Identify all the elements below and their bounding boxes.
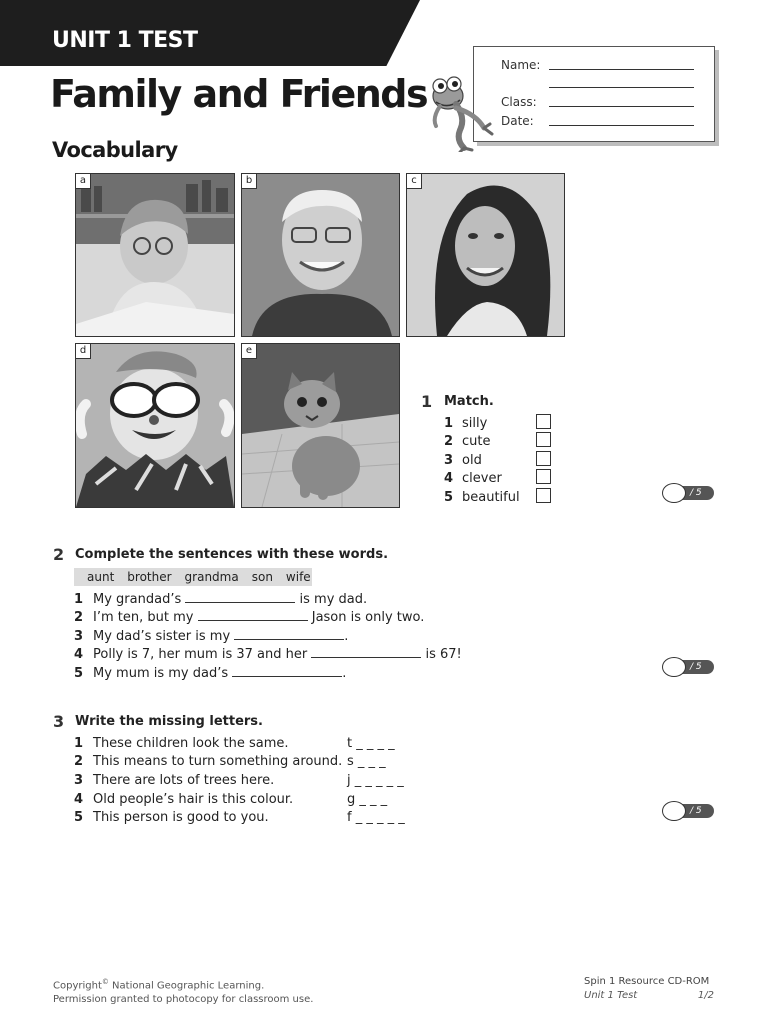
ex3-item-number: 1 — [74, 736, 84, 751]
ex1-item-word: clever — [462, 471, 502, 486]
date-line[interactable] — [549, 125, 694, 126]
ex2-text-before: My grandad’s — [93, 592, 182, 607]
ex2-text-before: My mum is my dad’s — [93, 666, 229, 681]
ex2-item-number: 4 — [74, 647, 84, 662]
ex1-score-pill[interactable] — [662, 483, 714, 503]
word-bank-word: wife — [285, 570, 311, 584]
ex3-item-number: 4 — [74, 792, 84, 807]
word-bank-word: brother — [127, 570, 172, 584]
photo-b-old-man — [241, 173, 400, 337]
ex1-item-number: 3 — [444, 453, 454, 468]
ex1-answer-box-4[interactable] — [536, 469, 551, 484]
footer-copyright — [53, 975, 313, 1007]
ex3-clue: This means to turn something around. — [93, 754, 343, 769]
unit-label: UNIT 1 TEST — [52, 28, 198, 53]
photo-c-letter: c — [407, 174, 422, 189]
ex1-item-number: 4 — [444, 471, 454, 486]
photo-c-young-woman — [406, 173, 565, 337]
word-bank-word: aunt — [87, 570, 115, 584]
photo-a-boy-reading — [75, 173, 235, 337]
photo-a-letter: a — [76, 174, 91, 189]
copyright-owner: National Geographic Learning. — [108, 980, 265, 992]
ex3-item-number: 2 — [74, 754, 84, 769]
word-bank — [74, 568, 312, 586]
ex2-sentence-3 — [93, 629, 348, 644]
ex1-item-number: 1 — [444, 416, 454, 431]
ex2-blank-4[interactable] — [311, 657, 421, 658]
ex2-sentence-5 — [93, 666, 346, 681]
exercise-1-title: Match. — [444, 394, 494, 409]
ex2-blank-3[interactable] — [234, 639, 344, 640]
ex2-item-number: 1 — [74, 592, 84, 607]
ex2-score-pill[interactable] — [662, 657, 714, 677]
ex3-item-number: 5 — [74, 810, 84, 825]
frog-mascot-icon — [426, 68, 502, 152]
ex3-score-label: / 5 — [690, 806, 702, 816]
ex1-answer-box-1[interactable] — [536, 414, 551, 429]
ex3-score-pill[interactable] — [662, 801, 714, 821]
ex1-item-word: silly — [462, 416, 488, 431]
name-label: Name: — [501, 58, 541, 72]
student-info-box — [473, 46, 715, 142]
exercise-2-title: Complete the sentences with these words. — [75, 547, 389, 562]
ex1-score-label: / 5 — [690, 488, 702, 498]
section-heading: Vocabulary — [52, 138, 178, 162]
ex2-sentence-1 — [93, 592, 367, 607]
exercise-2-number: 2 — [53, 545, 65, 564]
test-name: Unit 1 Test — [584, 990, 638, 1001]
ex2-text-before: Polly is 7, her mum is 37 and her — [93, 647, 308, 662]
name-line-2[interactable] — [549, 87, 694, 88]
photo-e-kitten — [241, 343, 400, 508]
ex1-item-word: beautiful — [462, 490, 520, 505]
ex1-item-number: 5 — [444, 490, 454, 505]
ex1-item-word: cute — [462, 434, 491, 449]
permission-text: Permission granted to photocopy for classroom use. — [53, 994, 314, 1006]
ex3-answer-2[interactable]: s _ _ _ — [347, 754, 386, 769]
ex2-sentence-4 — [93, 647, 462, 662]
photo-e-letter: e — [242, 344, 257, 359]
ex2-text-after: is my dad. — [299, 592, 368, 607]
ex2-text-after: Jason is only two. — [311, 610, 425, 625]
ex3-answer-4[interactable]: g _ _ _ — [347, 792, 388, 807]
photo-d-clown — [75, 343, 235, 508]
copyright-text: Copyright — [53, 980, 102, 992]
ex2-blank-2[interactable] — [198, 620, 308, 621]
ex1-answer-box-5[interactable] — [536, 488, 551, 503]
footer-product — [584, 975, 714, 1003]
ex3-answer-3[interactable]: j _ _ _ _ _ — [347, 773, 404, 788]
ex2-item-number: 2 — [74, 610, 84, 625]
ex1-item-word: old — [462, 453, 482, 468]
ex3-clue: There are lots of trees here. — [93, 773, 275, 788]
photo-d-letter: d — [76, 344, 91, 359]
ex2-text-before: I’m ten, but my — [93, 610, 194, 625]
ex3-item-number: 3 — [74, 773, 84, 788]
ex2-text-after: . — [342, 666, 347, 681]
word-bank-word: son — [251, 570, 273, 584]
ex3-answer-1[interactable]: t _ _ _ _ — [347, 736, 395, 751]
ex1-item-number: 2 — [444, 434, 454, 449]
page-title: Family and Friends — [50, 72, 428, 116]
product-name: Spin 1 Resource CD-ROM — [584, 976, 710, 987]
ex2-blank-5[interactable] — [232, 676, 342, 677]
photo-b-letter: b — [242, 174, 257, 189]
ex1-answer-box-2[interactable] — [536, 432, 551, 447]
copyright-symbol: © — [101, 978, 109, 986]
ex2-item-number: 3 — [74, 629, 84, 644]
ex2-text-after: is 67! — [425, 647, 462, 662]
exercise-3-number: 3 — [53, 712, 65, 731]
ex3-answer-5[interactable]: f _ _ _ _ _ — [347, 810, 405, 825]
exercise-1-number: 1 — [421, 392, 433, 411]
exercise-3-title: Write the missing letters. — [75, 714, 263, 729]
ex2-text-after: . — [344, 629, 349, 644]
name-line-1[interactable] — [549, 69, 694, 70]
ex2-blank-1[interactable] — [185, 602, 295, 603]
ex3-clue: Old people’s hair is this colour. — [93, 792, 294, 807]
ex3-clue: This person is good to you. — [93, 810, 269, 825]
ex2-item-number: 5 — [74, 666, 84, 681]
ex1-answer-box-3[interactable] — [536, 451, 551, 466]
class-line[interactable] — [549, 106, 694, 107]
ex2-text-before: My dad’s sister is my — [93, 629, 231, 644]
page-number: 1/2 — [697, 990, 714, 1001]
word-bank-word: grandma — [184, 570, 239, 584]
ex3-clue: These children look the same. — [93, 736, 289, 751]
ex2-sentence-2 — [93, 610, 424, 625]
class-label: Class: — [501, 95, 537, 109]
date-label: Date: — [501, 114, 534, 128]
ex2-score-label: / 5 — [690, 662, 702, 672]
